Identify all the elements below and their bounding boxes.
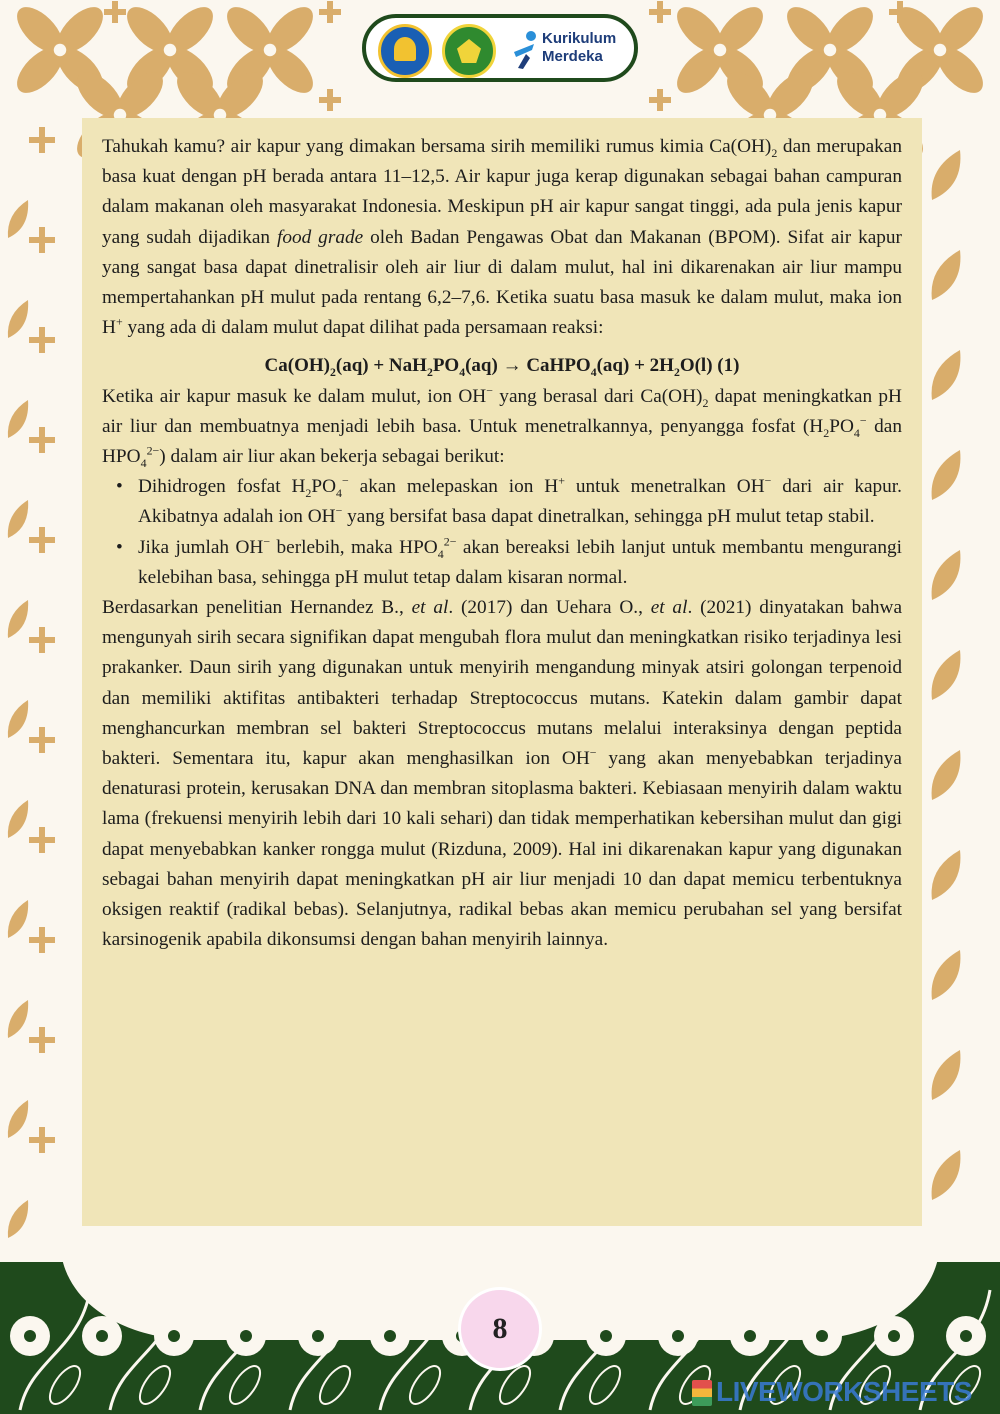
cross-icon xyxy=(29,627,55,653)
list-item: • Dihidrogen fosfat $H_2PO_4^-$ akan melepaskan ion H+ untuk menetralkan OH− dari air kapur. Akibatnya adalah ion OH− yang bersifat basa dapat dinetralkan, sehingga pH mulut tetap stabil. xyxy=(138,472,902,532)
intro-paragraph: Tahukah kamu? air kapur yang dimakan bersama sirih memiliki rumus kimia $Ca(OH)_2$ dan merupakan basa kuat dengan pH berada antara 11–12,5. Air kapur juga kerap digunakan sebagai bahan campuran dalam makanan oleh masyarakat Indonesia. Meskipun pH air kapur sangat tinggi, ada pula jenis kapur yang sudah dijadikan food grade oleh Badan Pengawas Obat dan Makanan (BPOM). Sifat air kapur yang sangat basa dapat dinetralisir oleh air liur di dalam mulut, hal ini dikarenakan air liur mampu mempertahankan pH mulut pada rentang 6,2–7,6. Ketika suatu basa masuk ke dalam mulut, maka ion H+ yang ada di dalam mulut dapat dilihat pada persamaan reaksi: xyxy=(102,136,902,339)
cross-icon xyxy=(319,1,341,23)
cross-icon xyxy=(29,827,55,853)
cross-icon xyxy=(29,127,55,153)
cross-icon xyxy=(29,327,55,353)
cross-icon xyxy=(649,1,671,23)
research-paragraph: Berdasarkan penelitian Hernandez B., et al. (2017) dan Uehara O., et al. (2021) dinyatakan bahwa mengunyah sirih secara signifikan dapat mengubah flora mulut dan meningkatkan risiko terjadinya lesi prakanker. Daun sirih yang digunakan untuk menyirih mengandung minyak atsiri golongan terpenoid dan memiliki aktifitas antibakteri terhadap Streptococcus mutans. Katekin dalam gambir dapat menghancurkan membran sel bakteri Streptococcus mutans melalui interaksinya dengan peptida bakteri. Sementara itu, kapur akan menghasilkan ion OH− yang akan menyebabkan terjadinya denaturasi protein, kerusakan DNA dan membran sitoplasma bakteri. Kebiasaan menyirih dalam waktu lama (frekuensi menyirih lebih dari 10 kali sehari) dan tidak memperhatikan kebersihan mulut dan gigi dapat menyebabkan kanker rongga mulut (Rizduna, 2009). Hal ini dikarenakan kapur yang digunakan sebagai bahan menyirih dapat meningkatkan pH air liur menjadi 10 dan dapat memicu terbentuknya oksigen reaktif (radikal bebas). Selanjutnya, radikal bebas akan memicu perubahan sel yang bersifat karsinogenik apabila dikonsumsi dengan bahan menyirih lainnya. xyxy=(102,597,903,951)
cross-icon xyxy=(29,527,55,553)
kurikulum-merdeka-icon xyxy=(512,30,538,70)
watermark-text: LIVEWORKSHEETS xyxy=(716,1376,972,1407)
cross-icon xyxy=(319,89,341,111)
cross-icon xyxy=(29,727,55,753)
brand-line-1: Kurikulum xyxy=(542,30,617,47)
reaction-equation: $Ca(OH)_2(aq) + NaH_2PO_4(aq)$ → CaHPO$_4$(aq) + $2H_2O(l)$ (1) xyxy=(264,355,740,380)
cross-icon xyxy=(29,1027,55,1053)
cross-icon xyxy=(29,927,55,953)
university-logo xyxy=(442,24,496,78)
cross-icon xyxy=(29,427,55,453)
cross-icon xyxy=(29,227,55,253)
cross-icon xyxy=(29,1127,55,1153)
buffer-bullet-list xyxy=(102,472,902,593)
brand-line-2: Merdeka xyxy=(542,48,603,65)
list-item: • Jika jumlah OH− berlebih, maka $HPO_4^{2-}$ akan bereaksi lebih lanjut untuk membantu mengurangi kelebihan basa, sehingga pH mulut tetap dalam kisaran normal. xyxy=(138,533,902,593)
liveworksheets-icon xyxy=(692,1380,712,1406)
kurikulum-merdeka-text xyxy=(542,30,616,66)
page-number: 8 xyxy=(458,1287,542,1371)
content-panel xyxy=(82,118,922,1226)
logo-header xyxy=(362,14,638,82)
liveworksheets-watermark xyxy=(692,1374,992,1410)
cross-icon xyxy=(649,89,671,111)
tut-wuri-handayani-logo xyxy=(378,24,432,78)
neutralization-paragraph: Ketika air kapur masuk ke dalam mulut, ion OH− yang berasal dari $Ca(OH)_2$ dapat meningkatkan pH air liur dan membuatnya menjadi lebih basa. Untuk menetralkannya, penyangga fosfat ($H_2PO_4^-$ dan $HPO_4^{2-}$) dalam air liur akan bekerja sebagai berikut: xyxy=(102,383,902,470)
cross-icon xyxy=(104,1,126,23)
